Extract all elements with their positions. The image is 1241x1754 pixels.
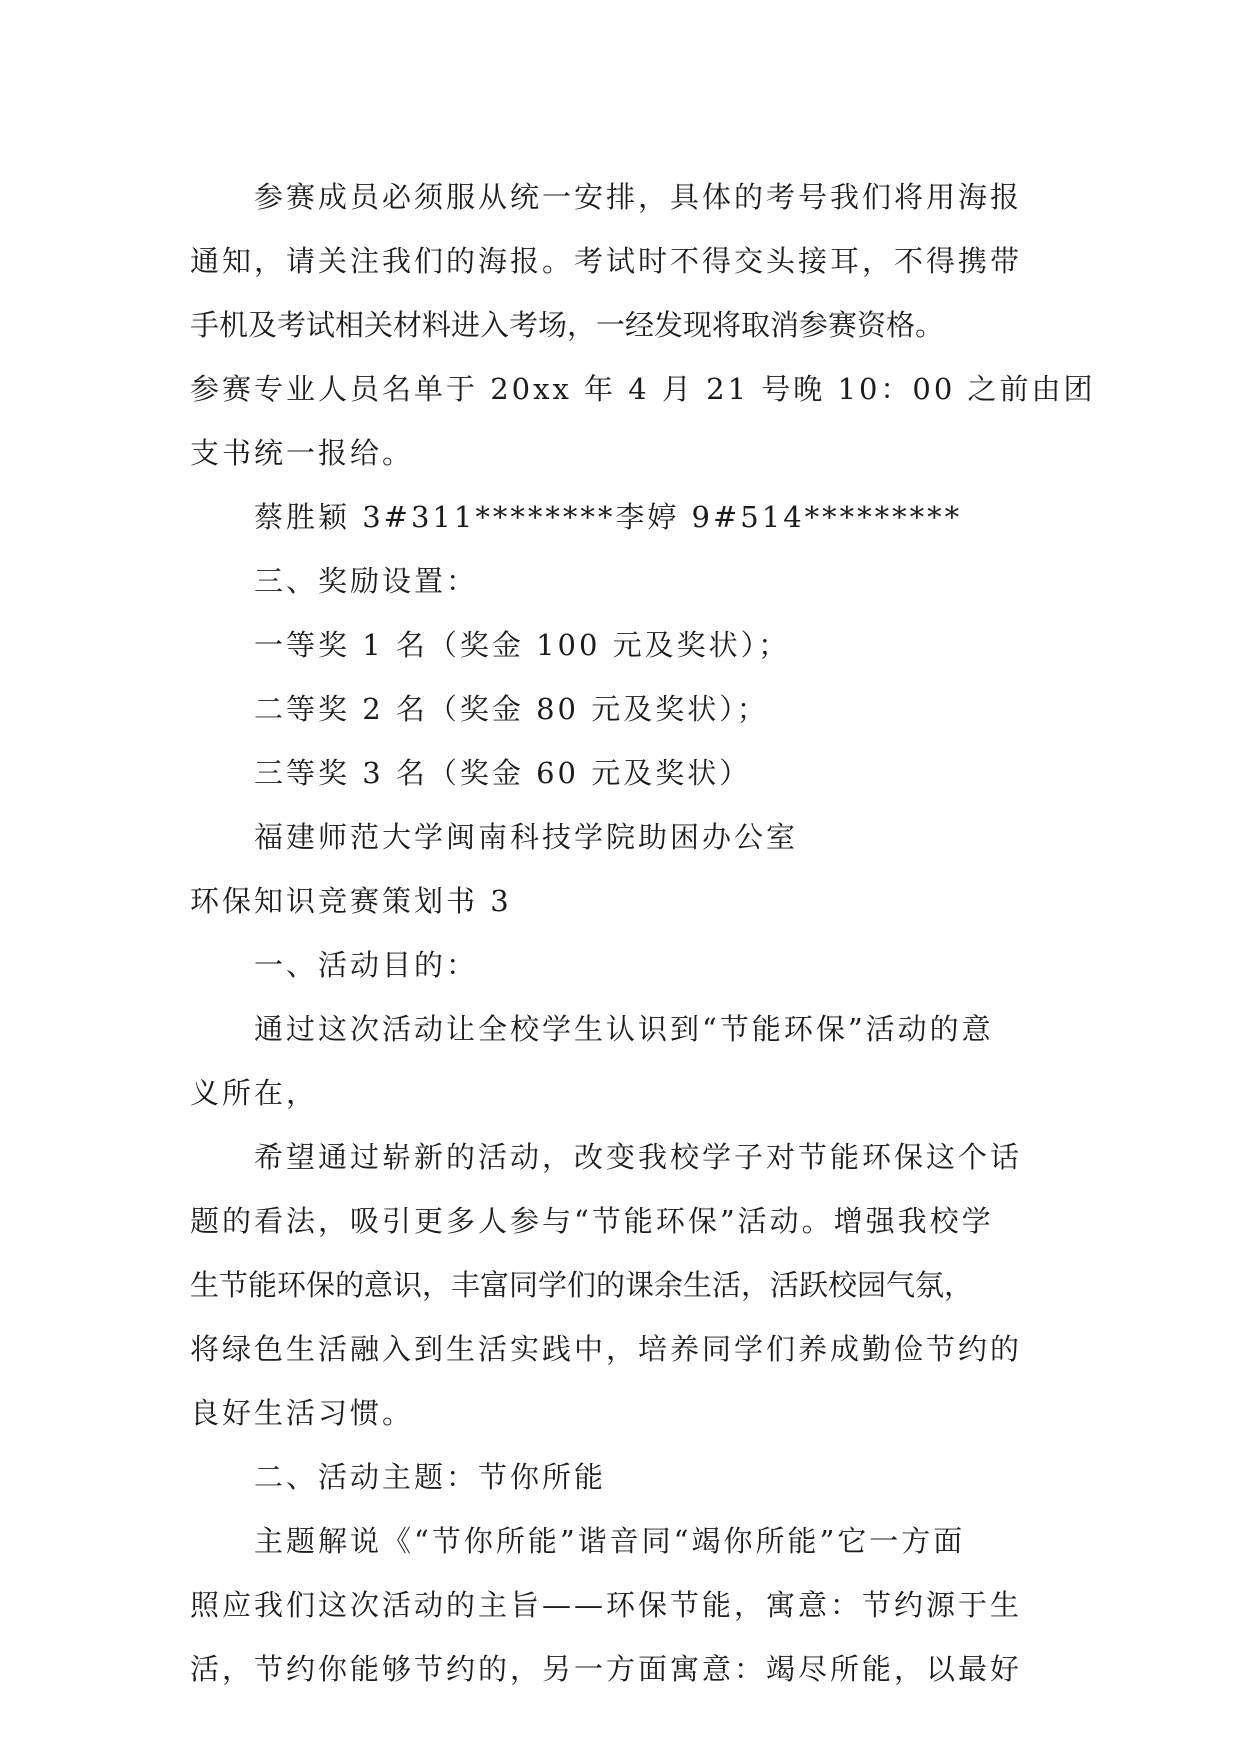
prize-second: 二等奖 2 名（奖金 80 元及奖状）； (254, 692, 769, 726)
organizer-signature: 福建师范大学闽南科技学院助困办公室 (254, 820, 799, 854)
prize-third: 三等奖 3 名（奖金 60 元及奖状） (254, 756, 752, 790)
body-line-15: 义所在， (190, 1076, 319, 1110)
body-line-16: 希望通过崭新的活动，改变我校学子对节能环保这个话 (254, 1140, 1023, 1174)
prize-first: 一等奖 1 名（奖金 100 元及奖状）； (254, 628, 791, 662)
body-line-3: 手机及考试相关材料进入考场，一经发现将取消参赛资格。 (190, 308, 945, 342)
body-line-6: 蔡胜颖 3#311********李婷 9#514********* (254, 500, 963, 534)
body-line-19: 将绿色生活融入到生活实践中，培养同学们养成勤俭节约的 (190, 1332, 1023, 1366)
body-line-20: 良好生活习惯。 (190, 1396, 415, 1430)
section-heading-rewards: 三、奖励设置： (254, 564, 479, 598)
body-line-5: 支书统一报给。 (190, 436, 415, 470)
body-line-17: 题的看法，吸引更多人参与“节能环保”活动。增强我校学 (190, 1204, 994, 1238)
section-heading-purpose: 一、活动目的： (254, 948, 479, 982)
body-line-2: 通知，请关注我们的海报。考试时不得交头接耳，不得携带 (190, 244, 1023, 278)
body-line-18: 生节能环保的意识，丰富同学们的课余生活，活跃校园气氛， (190, 1268, 974, 1302)
body-line-1: 参赛成员必须服从统一安排，具体的考号我们将用海报 (254, 180, 1023, 214)
body-line-14: 通过这次活动让全校学生认识到“节能环保”活动的意 (254, 1012, 994, 1046)
body-line-4: 参赛专业人员名单于 20xx 年 4 月 21 号晚 10：00 之前由团 (190, 372, 1096, 406)
body-line-22: 主题解说《“节你所能”谐音同“竭你所能”它一方面 (254, 1524, 966, 1558)
body-line-23: 照应我们这次活动的主旨——环保节能，寓意：节约源于生 (190, 1588, 1023, 1622)
body-line-24: 活，节约你能够节约的，另一方面寓意：竭尽所能，以最好 (190, 1652, 1023, 1686)
section-heading-theme: 二、活动主题：节你所能 (254, 1460, 607, 1494)
document-title: 环保知识竞赛策划书 3 (190, 884, 512, 918)
